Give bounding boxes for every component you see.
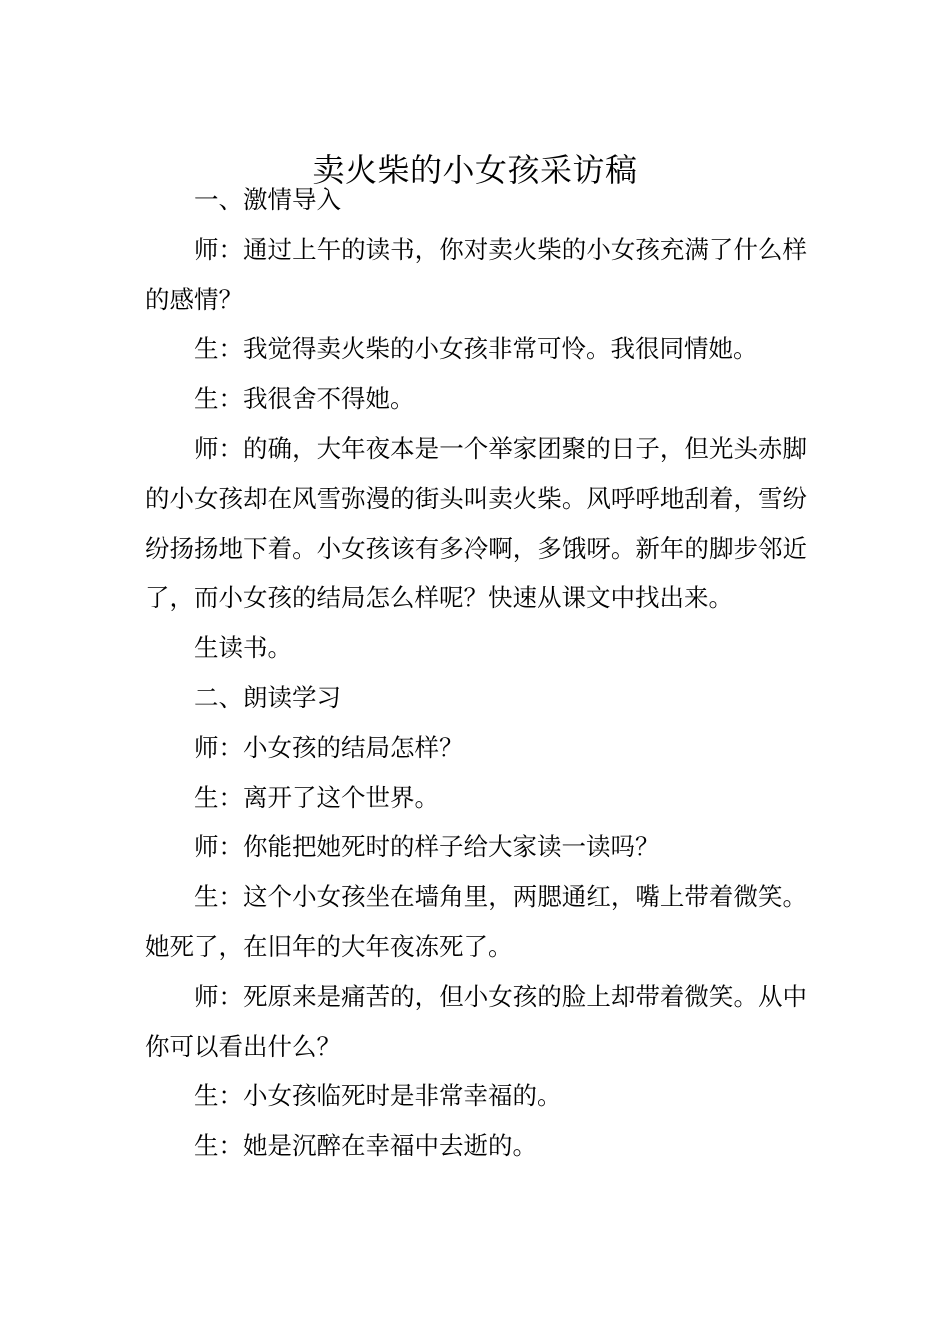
section-heading-reading: 二、朗读学习 — [194, 682, 341, 712]
dialogue-paragraph: 生：离开了这个世界。 — [194, 782, 439, 812]
narration-paragraph: 生读书。 — [194, 633, 292, 663]
section-heading-intro: 一、激情导入 — [194, 185, 341, 214]
dialogue-paragraph: 师：死原来是痛苦的，但小女孩的脸上却带着微笑。从中你可以看出什么？ — [145, 981, 807, 1061]
dialogue-paragraph: 师：你能把她死时的样子给大家读一读吗？ — [194, 832, 660, 862]
dialogue-paragraph: 生：我觉得卖火柴的小女孩非常可怜。我很同情她。 — [194, 334, 758, 364]
dialogue-paragraph: 师：通过上午的读书，你对卖火柴的小女孩充满了什么样的感情？ — [145, 234, 807, 314]
document-title: 卖火柴的小女孩采访稿 — [312, 151, 638, 190]
dialogue-paragraph: 生：我很舍不得她。 — [194, 384, 415, 414]
dialogue-paragraph: 师：小女孩的结局怎样？ — [194, 732, 464, 762]
dialogue-paragraph: 师：的确，大年夜本是一个举家团聚的日子，但光头赤脚的小女孩却在风雪弥漫的街头叫卖火柴。风呼呼地刮着，雪纷纷扬扬地下着。小女孩该有多冷啊，多饿呀。新年的脚步邻近了，而小女孩的结局怎么样呢？快速从课文中找出来。 — [145, 433, 807, 613]
dialogue-paragraph: 生：小女孩临死时是非常幸福的。 — [194, 1081, 562, 1111]
dialogue-paragraph: 生：她是沉醉在幸福中去逝的。 — [194, 1131, 537, 1161]
dialogue-paragraph: 生：这个小女孩坐在墙角里，两腮通红，嘴上带着微笑。她死了，在旧年的大年夜冻死了。 — [145, 882, 807, 961]
document-body — [145, 175, 807, 1171]
